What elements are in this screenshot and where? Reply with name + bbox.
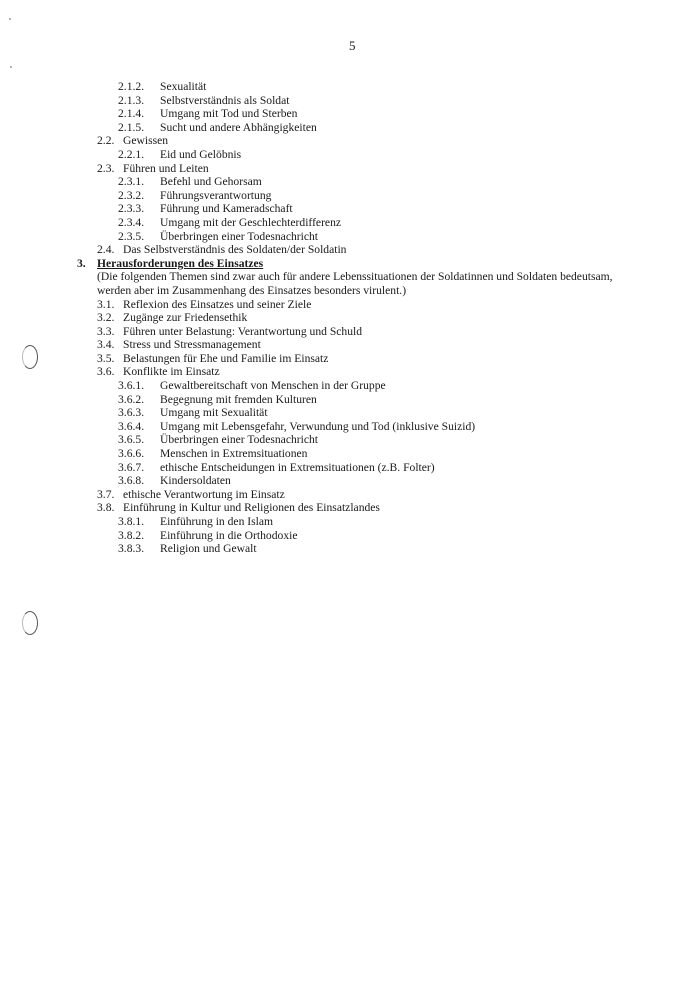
toc-entry (0, 515, 700, 529)
toc-entry (0, 379, 700, 393)
toc-entry-number: 3.6.5. (118, 433, 145, 447)
toc-entry-title: Führen unter Belastung: Verantwortung und Schuld (123, 324, 363, 338)
toc-entry-number: 3.8.1. (118, 515, 145, 528)
toc-entry (0, 107, 700, 121)
toc-entry-number: 3.5. (97, 351, 115, 365)
toc-entry (0, 365, 700, 379)
toc-entry-number: 3.6.3. (118, 406, 145, 420)
toc-entry-number: 2.1.2. (118, 80, 145, 93)
toc-entry-title: Umgang mit Lebensgefahr, Verwundung und Tod (inklusive Suizid) (160, 419, 476, 433)
toc-entry (0, 420, 700, 434)
toc-entry-number: 3.8. (97, 501, 115, 515)
toc-entry-number: 3.8.3. (118, 542, 145, 556)
toc-entry (0, 352, 700, 366)
toc-entry-number: 2.2. (97, 134, 115, 148)
toc-entry (0, 501, 700, 515)
toc-entry-title: Führungsverantwortung (160, 188, 272, 202)
toc-entry (0, 243, 700, 257)
toc-entry-title: Gewaltbereitschaft von Menschen in der Gruppe (160, 379, 386, 393)
page-number: 5 (349, 38, 356, 53)
toc-entry-number: 2.3. (97, 161, 115, 175)
toc-entry-title: Gewissen (123, 134, 169, 148)
toc-entry-number: 2.3.5. (118, 229, 145, 243)
toc-entry-number: 3.8.2. (118, 528, 145, 542)
toc-entry-title: Stress und Stressmanagement (123, 338, 261, 352)
table-of-contents (0, 80, 700, 556)
toc-entry-title: Umgang mit Sexualität (160, 406, 268, 420)
toc-entry-title: Überbringen einer Todesnachricht (160, 433, 319, 447)
toc-entry (0, 338, 700, 352)
toc-entry (0, 406, 700, 420)
toc-entry-title: Konflikte im Einsatz (123, 365, 220, 379)
toc-entry (0, 189, 700, 203)
toc-entry-number: 2.1.5. (118, 120, 145, 134)
toc-entry-number: 3.3. (97, 324, 115, 338)
toc-entry-title: Überbringen einer Todesnachricht (160, 229, 319, 243)
toc-entry-title: Religion und Gewalt (160, 542, 257, 556)
toc-entry-number: 3.6.4. (118, 419, 145, 433)
toc-entry-number: 2.4. (97, 243, 115, 257)
toc-entry-title: Befehl und Gehorsam (160, 175, 262, 189)
toc-entry-title: Umgang mit Tod und Sterben (160, 107, 298, 121)
toc-entry-number: 2.3.3. (118, 202, 145, 216)
punch-hole-lower (22, 611, 38, 635)
toc-entry-number: 3. (77, 256, 86, 270)
toc-entry (0, 80, 700, 94)
toc-entry (0, 393, 700, 407)
toc-entry-title: Herausforderungen des Einsatzes (97, 256, 264, 270)
toc-entry-title: Menschen in Extremsituationen (160, 447, 308, 461)
toc-entry (0, 175, 700, 189)
toc-entry (0, 474, 700, 488)
toc-entry-number: 3.6.8. (118, 474, 145, 488)
toc-entry-title: Kindersoldaten (160, 474, 231, 488)
toc-entry-title: Einführung in Kultur und Religionen des Einsatzlandes (123, 501, 380, 515)
toc-entry-title: Eid und Gelöbnis (160, 147, 242, 161)
toc-entry-title: Einführung in die Orthodoxie (160, 528, 298, 542)
toc-entry (0, 216, 700, 230)
toc-entry (0, 433, 700, 447)
toc-entry (0, 162, 700, 176)
scan-speck (9, 18, 11, 20)
section-note-line (0, 284, 700, 298)
toc-entry-number: 3.6. (97, 365, 115, 379)
toc-entry-title: Umgang mit der Geschlechterdifferenz (160, 215, 342, 229)
toc-entry-number: 3.6.6. (118, 447, 145, 461)
toc-entry-title: ethische Verantwortung im Einsatz (123, 487, 285, 501)
toc-entry-number: 2.2.1. (118, 147, 145, 161)
toc-entry (0, 311, 700, 325)
scan-speck (10, 66, 12, 68)
section-heading (0, 257, 700, 271)
toc-entry-title: werden aber im Zusammenhang des Einsatzes besonders virulent.) (97, 283, 407, 297)
toc-entry-title: (Die folgenden Themen sind zwar auch für andere Lebenssituationen der Soldatinnen und Soldaten bedeutsam, (97, 270, 613, 284)
toc-entry-number: 3.1. (97, 297, 115, 311)
toc-entry-title: Belastungen für Ehe und Familie im Einsatz (123, 351, 329, 365)
toc-entry-number: 3.6.7. (118, 460, 145, 474)
toc-entry (0, 529, 700, 543)
toc-entry-title: Sucht und andere Abhängigkeiten (160, 120, 317, 134)
toc-entry (0, 298, 700, 312)
toc-entry-title: Reflexion des Einsatzes und seiner Ziele (123, 297, 312, 311)
toc-entry (0, 94, 700, 108)
toc-entry-number: 3.6.2. (118, 392, 145, 406)
toc-entry (0, 134, 700, 148)
section-note-line (0, 270, 700, 284)
toc-entry-title: Führen und Leiten (123, 161, 209, 175)
toc-entry-title: Begegnung mit fremden Kulturen (160, 392, 317, 406)
toc-entry-title: Selbstverständnis als Soldat (160, 93, 290, 107)
toc-entry (0, 542, 700, 556)
toc-entry (0, 488, 700, 502)
toc-entry-number: 3.7. (97, 487, 115, 501)
toc-entry-number: 3.2. (97, 311, 115, 325)
toc-entry (0, 325, 700, 339)
toc-entry-title: Sexualität (160, 80, 207, 93)
toc-entry-number: 2.3.4. (118, 215, 145, 229)
toc-entry-number: 2.3.1. (118, 175, 145, 189)
toc-entry-number: 2.1.4. (118, 107, 145, 121)
toc-entry-title: Einführung in den Islam (160, 515, 274, 528)
toc-entry (0, 447, 700, 461)
toc-entry-title: Zugänge zur Friedensethik (123, 311, 248, 325)
toc-entry (0, 461, 700, 475)
toc-entry (0, 230, 700, 244)
toc-entry-number: 2.1.3. (118, 93, 145, 107)
toc-entry (0, 121, 700, 135)
toc-entry-title: Führung und Kameradschaft (160, 202, 293, 216)
toc-entry (0, 202, 700, 216)
toc-entry-number: 3.6.1. (118, 379, 145, 393)
toc-entry-number: 2.3.2. (118, 188, 145, 202)
toc-entry-title: Das Selbstverständnis des Soldaten/der Soldatin (123, 243, 347, 257)
toc-entry-number: 3.4. (97, 338, 115, 352)
toc-entry-title: ethische Entscheidungen in Extremsituationen (z.B. Folter) (160, 460, 435, 474)
toc-entry (0, 148, 700, 162)
